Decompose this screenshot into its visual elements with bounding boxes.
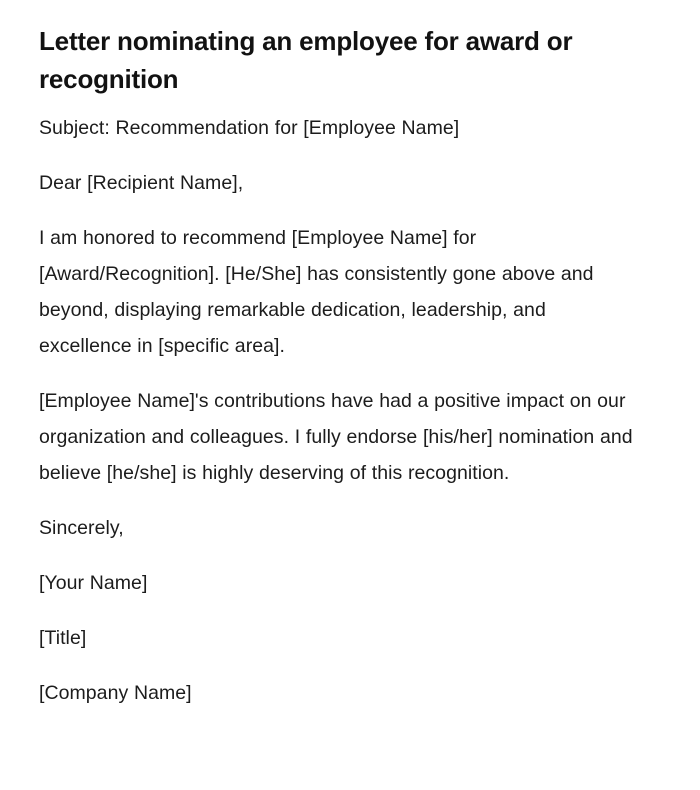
body-paragraph-1: I am honored to recommend [Employee Name] for [Award/Recognition]. [He/She] has consistently gone above and beyond, displaying remarkable dedication, leadership, and excellence in [specific area].	[39, 227, 594, 357]
closing: Sincerely,	[39, 517, 124, 539]
body-paragraph-2: [Employee Name]'s contributions have had a positive impact on our organization and colleagues. I fully endorse [his/her] nomination and believe [he/she] is highly deserving of this recognition.	[39, 390, 633, 484]
salutation: Dear [Recipient Name],	[39, 172, 244, 194]
signature-title: [Title]	[39, 627, 87, 649]
signature-company: [Company Name]	[39, 682, 192, 704]
subject-line: Subject: Recommendation for [Employee Name]	[39, 117, 460, 139]
letter-body	[39, 110, 637, 711]
page-title: Letter nominating an employee for award or recognition	[39, 26, 573, 94]
signature-name: [Your Name]	[39, 572, 148, 594]
